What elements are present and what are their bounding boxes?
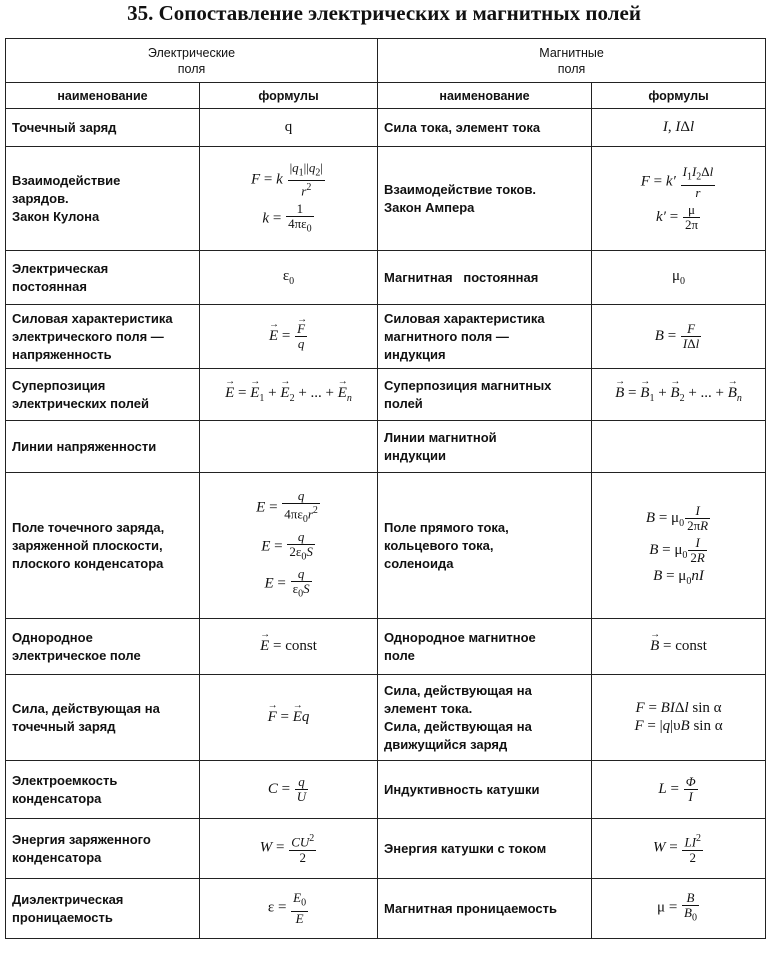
el-name: Линии напряженности (6, 421, 200, 473)
el-formula: ε = $\frac{E_0}{E}$ (200, 879, 378, 939)
table-row (6, 675, 766, 761)
col-formulas-magnetic: формулы (592, 83, 766, 109)
mag-formula: F = k′ $\frac{I_1I_2\Delta l}{r}$ k′ = $\frac{\mu}{2\pi}$ (592, 147, 766, 251)
el-name: Диэлектрическая проницаемость (6, 879, 200, 939)
el-name: Электроемкость конденсатора (6, 761, 200, 819)
table-row (6, 147, 766, 251)
table-row (6, 369, 766, 421)
mag-formula: $B = \mu_0$ $\frac{I}{2\pi R}$ $B = \mu_0$ $\frac{I}{2R}$ $B = \mu_0nI$ (592, 473, 766, 619)
el-formula (200, 421, 378, 473)
el-formula: W = $\frac{CU^2}{2}$ (200, 819, 378, 879)
el-name: Взаимодействие зарядов. Закон Кулона (6, 147, 200, 251)
comparison-table (5, 38, 766, 939)
mag-formula (592, 421, 766, 473)
el-name: Точечный заряд (6, 109, 200, 147)
el-formula: E = $\frac{q}{4\pi\varepsilon_0r^2}$ E = $\frac{q}{2\varepsilon_0S}$ E = $\frac{q}{\varepsilon_0S}$ (200, 473, 378, 619)
table-row (6, 619, 766, 675)
el-name: Суперпозиция электрических полей (6, 369, 200, 421)
col-formulas-electric: формулы (200, 83, 378, 109)
mag-name: Однородное магнитное поле (378, 619, 592, 675)
group-header-row (6, 39, 766, 83)
el-formula: F = k $\frac{|q_1||q_2|}{r^2}$ k = $\frac{1}{4\pi\varepsilon_0}$ (200, 147, 378, 251)
el-formula: q (200, 109, 378, 147)
mag-name: Магнитная постоянная (378, 251, 592, 305)
mag-formula: W = $\frac{LI^2}{2}$ (592, 819, 766, 879)
col-name-electric: наименование (6, 83, 200, 109)
mag-name: Сила, действующая на элемент тока. Сила, действующая на движущийся заряд (378, 675, 592, 761)
mag-name: Силовая характеристика магнитного поля — индукция (378, 305, 592, 369)
mag-formula: → B = → $B_1$ + → $B_2$ + ... + → $B_n$ (592, 369, 766, 421)
table-row (6, 761, 766, 819)
magnetic-fields-header: Магнитные поля (378, 39, 766, 83)
mag-name: Суперпозиция магнитных полей (378, 369, 592, 421)
mag-formula: B = $\frac{F}{\text{IΔl}}$ (592, 305, 766, 369)
mag-name: Энергия катушки с током (378, 819, 592, 879)
el-formula: $\varepsilon_0$ (200, 251, 378, 305)
table-row (6, 251, 766, 305)
el-formula: → E = → $E_1$ + → $E_2$ + ... + → $E_n$ (200, 369, 378, 421)
el-name: Энергия заряженного конденсатора (6, 819, 200, 879)
el-name: Поле точечного заряда, заряженной плоскости, плоского конденсатора (6, 473, 200, 619)
mag-formula: L = $\frac{\Phi}{I}$ (592, 761, 766, 819)
el-name: Электрическая постоянная (6, 251, 200, 305)
el-name: Сила, действующая на точечный заряд (6, 675, 200, 761)
mag-name: Индуктивность катушки (378, 761, 592, 819)
table-row (6, 305, 766, 369)
column-header-row (6, 83, 766, 109)
mag-formula: I, IΔl (592, 109, 766, 147)
mag-formula: F = BIΔl sin α F = |q|υB sin α (592, 675, 766, 761)
el-formula: → E = const (200, 619, 378, 675)
el-formula: → F = → Eq (200, 675, 378, 761)
page-title: 35. Сопоставление электрических и магнитных полей (127, 1, 641, 25)
mag-formula: μ = $\frac{B}{B_0}$ (592, 879, 766, 939)
mag-name: Магнитная проницаемость (378, 879, 592, 939)
el-name: Силовая характеристика электрического поля — напряженность (6, 305, 200, 369)
mag-name: Взаимодействие токов. Закон Ампера (378, 147, 592, 251)
table-row (6, 421, 766, 473)
mag-name: Поле прямого тока, кольцевого тока, соленоида (378, 473, 592, 619)
table-row (6, 473, 766, 619)
col-name-magnetic: наименование (378, 83, 592, 109)
el-name: Однородное электрическое поле (6, 619, 200, 675)
mag-name: Сила тока, элемент тока (378, 109, 592, 147)
mag-name: Линии магнитной индукции (378, 421, 592, 473)
mag-formula: → B = const (592, 619, 766, 675)
el-formula: C = $\frac{q}{U}$ (200, 761, 378, 819)
mag-formula: $\mu_0$ (592, 251, 766, 305)
table-row (6, 819, 766, 879)
el-formula: → E = → $\frac{F}{q}$ (200, 305, 378, 369)
table-row (6, 109, 766, 147)
electric-fields-header: Электрические поля (6, 39, 378, 83)
table-row (6, 879, 766, 939)
